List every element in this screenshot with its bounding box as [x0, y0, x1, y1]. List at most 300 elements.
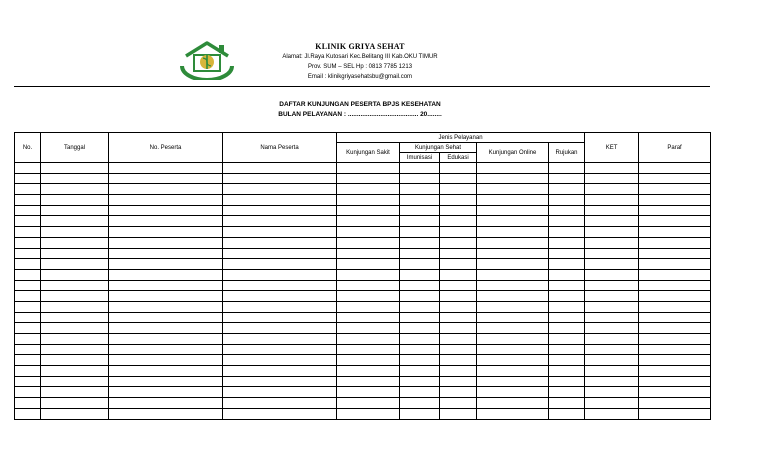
table-cell[interactable]	[41, 269, 109, 280]
table-cell[interactable]	[477, 248, 549, 259]
table-cell[interactable]	[15, 408, 41, 419]
table-cell[interactable]	[223, 205, 337, 216]
table-cell[interactable]	[549, 216, 585, 227]
table-cell[interactable]	[400, 205, 440, 216]
table-cell[interactable]	[477, 280, 549, 291]
table-cell[interactable]	[337, 163, 400, 174]
table-cell[interactable]	[15, 184, 41, 195]
table-cell[interactable]	[337, 248, 400, 259]
table-cell[interactable]	[337, 259, 400, 270]
table-cell[interactable]	[15, 312, 41, 323]
table-cell[interactable]	[549, 248, 585, 259]
table-cell[interactable]	[639, 163, 711, 174]
table-cell[interactable]	[400, 344, 440, 355]
table-cell[interactable]	[223, 195, 337, 206]
table-cell[interactable]	[440, 184, 477, 195]
table-cell[interactable]	[223, 237, 337, 248]
table-row	[15, 280, 711, 291]
table-cell[interactable]	[109, 376, 223, 387]
table-cell[interactable]	[585, 344, 639, 355]
table-cell[interactable]	[549, 173, 585, 184]
table-cell[interactable]	[440, 408, 477, 419]
table-cell[interactable]	[15, 163, 41, 174]
table-cell[interactable]	[15, 387, 41, 398]
table-row	[15, 227, 711, 238]
table-cell[interactable]	[585, 216, 639, 227]
table-cell[interactable]	[109, 280, 223, 291]
table-cell[interactable]	[477, 398, 549, 409]
table-row	[15, 323, 711, 334]
table-cell[interactable]	[639, 376, 711, 387]
table-cell[interactable]	[109, 227, 223, 238]
table-cell[interactable]	[585, 387, 639, 398]
table-cell[interactable]	[337, 312, 400, 323]
table-cell[interactable]	[585, 163, 639, 174]
table-cell[interactable]	[477, 323, 549, 334]
table-cell[interactable]	[337, 227, 400, 238]
table-cell[interactable]	[337, 291, 400, 302]
table-cell[interactable]	[109, 334, 223, 345]
table-cell[interactable]	[15, 355, 41, 366]
table-cell[interactable]	[477, 227, 549, 238]
table-cell[interactable]	[15, 323, 41, 334]
table-cell[interactable]	[440, 323, 477, 334]
header-nama-peserta: Nama Peserta	[223, 133, 337, 163]
table-cell[interactable]	[400, 269, 440, 280]
table-cell[interactable]	[41, 334, 109, 345]
table-cell[interactable]	[223, 173, 337, 184]
table-cell[interactable]	[109, 237, 223, 248]
table-cell[interactable]	[400, 184, 440, 195]
table-cell[interactable]	[41, 163, 109, 174]
table-cell[interactable]	[41, 173, 109, 184]
table-cell[interactable]	[337, 301, 400, 312]
table-cell[interactable]	[337, 184, 400, 195]
table-row	[15, 237, 711, 248]
table-cell[interactable]	[15, 344, 41, 355]
table-cell[interactable]	[400, 280, 440, 291]
table-cell[interactable]	[41, 301, 109, 312]
table-cell[interactable]	[585, 408, 639, 419]
table-cell[interactable]	[337, 344, 400, 355]
table-row	[15, 398, 711, 409]
table-cell[interactable]	[337, 195, 400, 206]
table-cell[interactable]	[15, 398, 41, 409]
table-row	[15, 301, 711, 312]
table-cell[interactable]	[223, 323, 337, 334]
table-cell[interactable]	[400, 334, 440, 345]
table-cell[interactable]	[549, 366, 585, 377]
table-cell[interactable]	[477, 366, 549, 377]
table-cell[interactable]	[585, 280, 639, 291]
table-cell[interactable]	[109, 269, 223, 280]
table-cell[interactable]	[109, 173, 223, 184]
table-cell[interactable]	[639, 387, 711, 398]
table-cell[interactable]	[477, 216, 549, 227]
table-row	[15, 248, 711, 259]
table-cell[interactable]	[15, 269, 41, 280]
table-cell[interactable]	[549, 163, 585, 174]
table-cell[interactable]	[440, 205, 477, 216]
table-cell[interactable]	[109, 248, 223, 259]
letterhead	[250, 41, 470, 82]
table-cell[interactable]	[15, 237, 41, 248]
table-cell[interactable]	[41, 259, 109, 270]
table-cell[interactable]	[549, 301, 585, 312]
table-cell[interactable]	[639, 227, 711, 238]
table-cell[interactable]	[223, 312, 337, 323]
table-cell[interactable]	[223, 269, 337, 280]
table-cell[interactable]	[400, 216, 440, 227]
table-cell[interactable]	[15, 301, 41, 312]
table-row	[15, 408, 711, 419]
table-cell[interactable]	[400, 173, 440, 184]
table-cell[interactable]	[549, 195, 585, 206]
table-cell[interactable]	[223, 408, 337, 419]
table-row	[15, 269, 711, 280]
table-cell[interactable]	[639, 195, 711, 206]
table-cell[interactable]	[109, 195, 223, 206]
table-cell[interactable]	[15, 376, 41, 387]
table-cell[interactable]	[639, 355, 711, 366]
table-cell[interactable]	[109, 184, 223, 195]
table-cell[interactable]	[440, 195, 477, 206]
table-cell[interactable]	[440, 237, 477, 248]
table-cell[interactable]	[400, 355, 440, 366]
table-cell[interactable]	[400, 387, 440, 398]
table-cell[interactable]	[223, 259, 337, 270]
table-cell[interactable]	[337, 376, 400, 387]
table-cell[interactable]	[585, 205, 639, 216]
table-cell[interactable]	[41, 216, 109, 227]
table-cell[interactable]	[639, 216, 711, 227]
table-cell[interactable]	[477, 163, 549, 174]
table-cell[interactable]	[440, 344, 477, 355]
header-jenis-pelayanan: Jenis Pelayanan	[337, 133, 585, 143]
header-kunjungan-sehat: Kunjungan Sehat	[400, 143, 477, 153]
table-cell[interactable]	[585, 227, 639, 238]
table-cell[interactable]	[639, 259, 711, 270]
table-cell[interactable]	[549, 323, 585, 334]
table-cell[interactable]	[41, 312, 109, 323]
table-cell[interactable]	[400, 376, 440, 387]
table-cell[interactable]	[585, 184, 639, 195]
table-cell[interactable]	[400, 408, 440, 419]
table-cell[interactable]	[337, 280, 400, 291]
table-cell[interactable]	[585, 173, 639, 184]
table-cell[interactable]	[440, 291, 477, 302]
table-row	[15, 205, 711, 216]
table-cell[interactable]	[585, 237, 639, 248]
header-edukasi: Edukasi	[440, 153, 477, 163]
header-rujukan: Rujukan	[549, 143, 585, 163]
table-cell[interactable]	[41, 355, 109, 366]
table-cell[interactable]	[41, 408, 109, 419]
table-cell[interactable]	[337, 398, 400, 409]
table-cell[interactable]	[585, 248, 639, 259]
table-cell[interactable]	[639, 280, 711, 291]
table-cell[interactable]	[223, 216, 337, 227]
table-cell[interactable]	[15, 173, 41, 184]
table-cell[interactable]	[109, 259, 223, 270]
table-cell[interactable]	[41, 291, 109, 302]
table-cell[interactable]	[41, 248, 109, 259]
table-cell[interactable]	[109, 163, 223, 174]
table-cell[interactable]	[223, 398, 337, 409]
table-cell[interactable]	[585, 323, 639, 334]
table-cell[interactable]	[223, 184, 337, 195]
visit-table	[14, 132, 711, 420]
table-cell[interactable]	[585, 291, 639, 302]
table-cell[interactable]	[337, 334, 400, 345]
table-cell[interactable]	[440, 355, 477, 366]
table-cell[interactable]	[477, 173, 549, 184]
table-cell[interactable]	[223, 334, 337, 345]
table-cell[interactable]	[41, 227, 109, 238]
table-cell[interactable]	[41, 344, 109, 355]
table-cell[interactable]	[477, 387, 549, 398]
table-row	[15, 366, 711, 377]
table-cell[interactable]	[549, 344, 585, 355]
table-cell[interactable]	[639, 344, 711, 355]
table-cell[interactable]	[639, 173, 711, 184]
table-cell[interactable]	[440, 163, 477, 174]
table-cell[interactable]	[337, 366, 400, 377]
table-cell[interactable]	[440, 173, 477, 184]
table-cell[interactable]	[400, 291, 440, 302]
table-cell[interactable]	[585, 366, 639, 377]
table-row	[15, 387, 711, 398]
table-cell[interactable]	[440, 387, 477, 398]
table-cell[interactable]	[477, 312, 549, 323]
table-cell[interactable]	[549, 269, 585, 280]
table-cell[interactable]	[400, 312, 440, 323]
table-cell[interactable]	[639, 291, 711, 302]
table-cell[interactable]	[585, 376, 639, 387]
table-cell[interactable]	[400, 398, 440, 409]
table-cell[interactable]	[223, 301, 337, 312]
document-title: DAFTAR KUNJUNGAN PESERTA BPJS KESEHATAN	[279, 101, 441, 108]
table-cell[interactable]	[223, 163, 337, 174]
table-cell[interactable]	[41, 184, 109, 195]
table-cell[interactable]	[585, 301, 639, 312]
table-cell[interactable]	[440, 280, 477, 291]
letterhead-divider	[14, 86, 710, 87]
table-row	[15, 344, 711, 355]
table-cell[interactable]	[639, 398, 711, 409]
table-cell[interactable]	[477, 408, 549, 419]
table-cell[interactable]	[549, 355, 585, 366]
table-cell[interactable]	[585, 398, 639, 409]
table-cell[interactable]	[440, 216, 477, 227]
table-cell[interactable]	[585, 195, 639, 206]
table-cell[interactable]	[223, 376, 337, 387]
table-cell[interactable]	[477, 301, 549, 312]
table-cell[interactable]	[639, 366, 711, 377]
table-cell[interactable]	[440, 366, 477, 377]
table-row	[15, 184, 711, 195]
table-cell[interactable]	[477, 195, 549, 206]
table-cell[interactable]	[15, 366, 41, 377]
table-cell[interactable]	[549, 334, 585, 345]
table-cell[interactable]	[109, 323, 223, 334]
table-cell[interactable]	[15, 259, 41, 270]
table-cell[interactable]	[41, 195, 109, 206]
table-cell[interactable]	[440, 376, 477, 387]
table-cell[interactable]	[477, 269, 549, 280]
table-cell[interactable]	[337, 408, 400, 419]
table-cell[interactable]	[639, 312, 711, 323]
table-cell[interactable]	[109, 312, 223, 323]
table-cell[interactable]	[109, 205, 223, 216]
table-cell[interactable]	[549, 227, 585, 238]
table-cell[interactable]	[639, 334, 711, 345]
table-cell[interactable]	[41, 398, 109, 409]
table-cell[interactable]	[440, 227, 477, 238]
table-cell[interactable]	[549, 280, 585, 291]
header-kunjungan-sakit: Kunjungan Sakit	[337, 143, 400, 163]
table-cell[interactable]	[549, 408, 585, 419]
table-cell[interactable]	[585, 312, 639, 323]
table-cell[interactable]	[41, 376, 109, 387]
table-cell[interactable]	[440, 248, 477, 259]
table-cell[interactable]	[400, 323, 440, 334]
table-cell[interactable]	[337, 387, 400, 398]
table-cell[interactable]	[400, 248, 440, 259]
clinic-logo-icon	[174, 40, 240, 80]
table-cell[interactable]	[15, 334, 41, 345]
table-cell[interactable]	[15, 280, 41, 291]
header-tanggal: Tanggal	[41, 133, 109, 163]
header-no-peserta: No. Peserta	[109, 133, 223, 163]
table-cell[interactable]	[337, 237, 400, 248]
table-cell[interactable]	[41, 237, 109, 248]
table-cell[interactable]	[440, 312, 477, 323]
table-cell[interactable]	[477, 205, 549, 216]
table-cell[interactable]	[400, 259, 440, 270]
table-cell[interactable]	[440, 398, 477, 409]
table-cell[interactable]	[41, 366, 109, 377]
table-cell[interactable]	[337, 269, 400, 280]
table-row	[15, 173, 711, 184]
table-cell[interactable]	[477, 291, 549, 302]
table-cell[interactable]	[549, 237, 585, 248]
table-cell[interactable]	[477, 376, 549, 387]
table-cell[interactable]	[41, 323, 109, 334]
table-row	[15, 355, 711, 366]
table-cell[interactable]	[639, 184, 711, 195]
table-cell[interactable]	[440, 334, 477, 345]
table-cell[interactable]	[639, 248, 711, 259]
table-cell[interactable]	[109, 355, 223, 366]
table-cell[interactable]	[639, 301, 711, 312]
table-cell[interactable]	[223, 355, 337, 366]
table-cell[interactable]	[109, 387, 223, 398]
table-cell[interactable]	[639, 237, 711, 248]
table-cell[interactable]	[549, 291, 585, 302]
table-cell[interactable]	[639, 323, 711, 334]
table-row	[15, 334, 711, 345]
table-cell[interactable]	[223, 344, 337, 355]
table-cell[interactable]	[585, 355, 639, 366]
table-cell[interactable]	[549, 259, 585, 270]
clinic-province-phone: Prov. SUM – SEL Hp : 0813 7785 1213	[307, 64, 413, 70]
table-cell[interactable]	[400, 237, 440, 248]
table-cell[interactable]	[477, 355, 549, 366]
table-cell[interactable]	[400, 195, 440, 206]
table-cell[interactable]	[440, 301, 477, 312]
header-kunjungan-online: Kunjungan Online	[477, 143, 549, 163]
table-cell[interactable]	[585, 334, 639, 345]
table-cell[interactable]	[549, 398, 585, 409]
table-cell[interactable]	[109, 291, 223, 302]
table-cell[interactable]	[15, 248, 41, 259]
table-cell[interactable]	[400, 301, 440, 312]
table-cell[interactable]	[585, 259, 639, 270]
table-cell[interactable]	[109, 344, 223, 355]
table-cell[interactable]	[41, 280, 109, 291]
table-cell[interactable]	[15, 216, 41, 227]
table-cell[interactable]	[15, 195, 41, 206]
table-cell[interactable]	[337, 205, 400, 216]
table-cell[interactable]	[639, 269, 711, 280]
table-cell[interactable]	[109, 398, 223, 409]
table-cell[interactable]	[337, 355, 400, 366]
table-cell[interactable]	[109, 301, 223, 312]
table-cell[interactable]	[15, 205, 41, 216]
table-cell[interactable]	[549, 184, 585, 195]
table-cell[interactable]	[477, 259, 549, 270]
table-cell[interactable]	[639, 408, 711, 419]
service-period: BULAN PELAYANAN : ....................................... 20........	[278, 111, 442, 118]
table-cell[interactable]	[549, 387, 585, 398]
table-cell[interactable]	[15, 227, 41, 238]
table-cell[interactable]	[549, 205, 585, 216]
table-cell[interactable]	[223, 227, 337, 238]
table-cell[interactable]	[337, 216, 400, 227]
table-cell[interactable]	[477, 184, 549, 195]
table-cell[interactable]	[223, 387, 337, 398]
table-cell[interactable]	[15, 291, 41, 302]
table-cell[interactable]	[585, 269, 639, 280]
table-cell[interactable]	[41, 387, 109, 398]
table-cell[interactable]	[549, 312, 585, 323]
table-cell[interactable]	[477, 344, 549, 355]
table-cell[interactable]	[440, 259, 477, 270]
table-cell[interactable]	[223, 280, 337, 291]
table-cell[interactable]	[400, 163, 440, 174]
table-cell[interactable]	[223, 248, 337, 259]
table-cell[interactable]	[477, 334, 549, 345]
header-paraf: Paraf	[639, 133, 711, 163]
table-cell[interactable]	[223, 291, 337, 302]
table-cell[interactable]	[400, 366, 440, 377]
table-body	[15, 163, 711, 420]
table-cell[interactable]	[400, 227, 440, 238]
table-cell[interactable]	[109, 216, 223, 227]
table-cell[interactable]	[41, 205, 109, 216]
table-cell[interactable]	[223, 366, 337, 377]
table-cell[interactable]	[477, 237, 549, 248]
table-cell[interactable]	[549, 376, 585, 387]
table-cell[interactable]	[337, 173, 400, 184]
table-cell[interactable]	[109, 366, 223, 377]
document-heading	[220, 100, 500, 120]
table-cell[interactable]	[639, 205, 711, 216]
table-cell[interactable]	[109, 408, 223, 419]
table-cell[interactable]	[337, 323, 400, 334]
table-cell[interactable]	[440, 269, 477, 280]
